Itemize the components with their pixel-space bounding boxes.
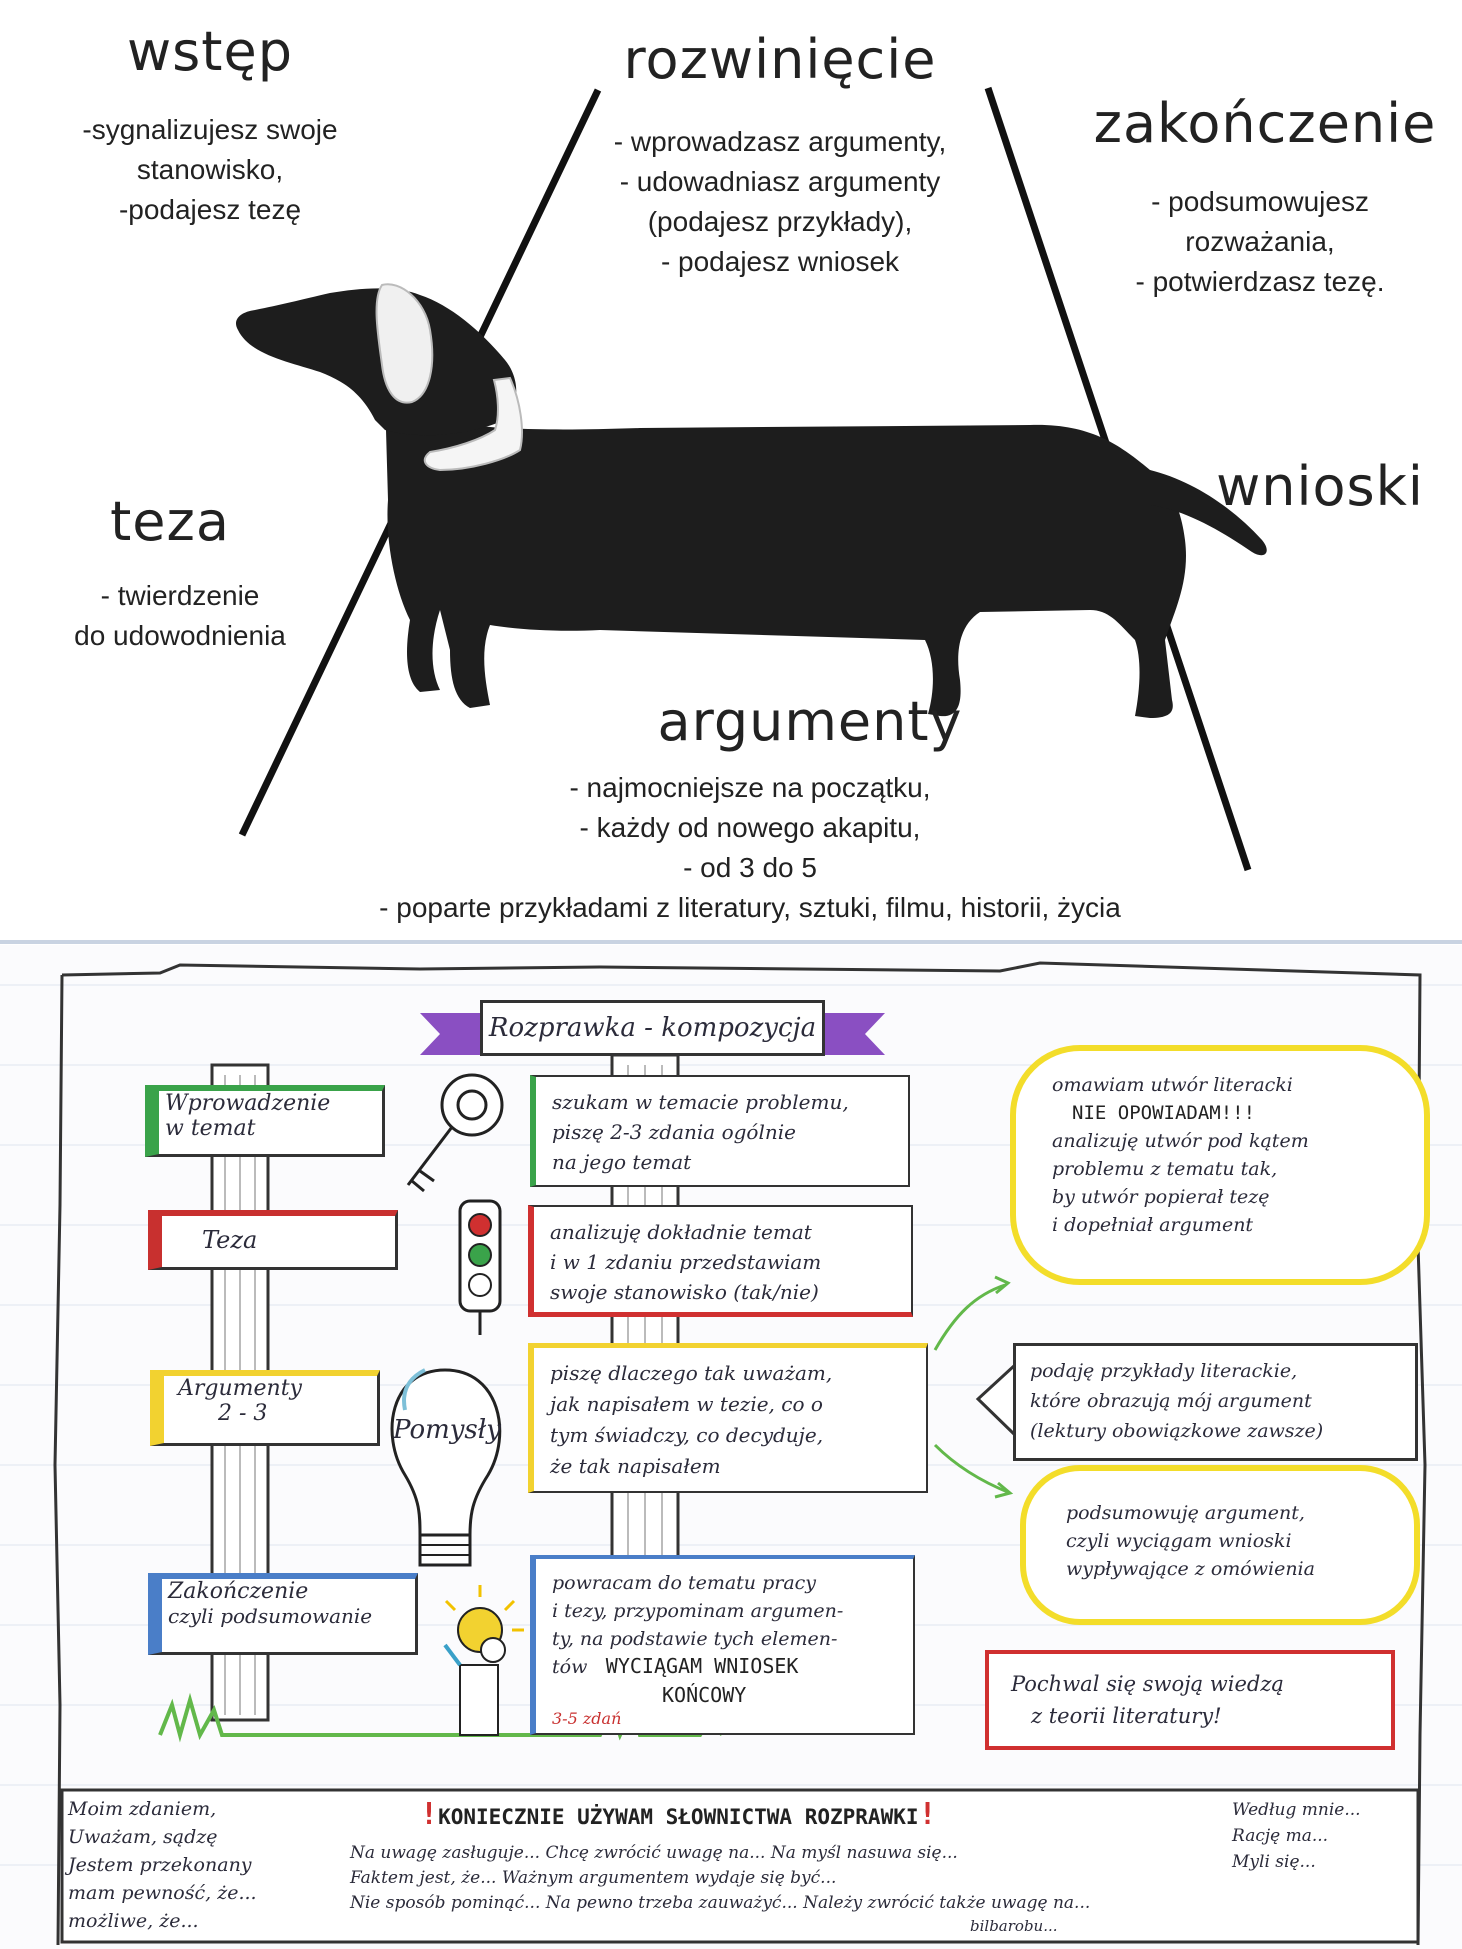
rozwiniecie-description: - wprowadzasz argumenty, - udowadniasz argumenty (podajesz przykłady), - podajesz wniosek [613, 126, 947, 277]
argumenty-title: argumenty [657, 690, 963, 753]
traffic-light-icon [460, 1201, 500, 1335]
dachshund-diagram [0, 0, 1462, 945]
composition-poster [0, 945, 1462, 1949]
wstep-description: -sygnalizujesz swoje stanowisko, -podajesz tezę [82, 114, 338, 225]
box-argument-steps: piszę dlaczego tak uważam, jak napisałem w tezie, co o tym świadczy, co decyduje, że tak napisałem [528, 1343, 928, 1493]
teza-description: - twierdzenie do udowodnienia [74, 580, 286, 651]
poster-banner [480, 1000, 825, 1056]
examples-box: podaję przykłady literackie, które obrazują mój argument (lektury obowiązkowe zawsze) [1013, 1343, 1418, 1461]
sunrise-person-icon [445, 1585, 524, 1735]
zakonczenie-title: zakończenie [1093, 92, 1437, 155]
box-thesis-steps: analizuję dokładnie temat i w 1 zdaniu przedstawiam swoje stanowisko (tak/nie) [528, 1205, 913, 1317]
analysis-cloud: omawiam utwór literacki NIE OPOWIADAM!!! analizuję utwór pod kątem problemu z tematu tak, by utwór popierał tezę i dopełniał argument [1010, 1045, 1430, 1285]
teza-title: teza [110, 490, 230, 553]
bulb-label: Pomysły [393, 1415, 501, 1445]
summary-cloud: podsumowuję argument, czyli wyciągam wnioski wypływające z omówienia [1020, 1465, 1420, 1625]
banner-ribbon-left [420, 1013, 485, 1055]
exclamation-icon: ! [420, 1797, 439, 1832]
praise-box: Pochwal się swoją wiedzą z teorii literatury! [985, 1650, 1395, 1750]
vocab-title: !KONIECZNIE UŻYWAM SŁOWNICTWA ROZPRAWKI! [420, 1797, 937, 1832]
examples-pointer [978, 1365, 1015, 1435]
lightbulb-icon [392, 1370, 500, 1565]
wstep-title: wstęp [127, 20, 293, 83]
vocab-left-list: Moim zdaniem, Uważam, sądzę Jestem przekonany mam pewność, że... możliwe, że... [68, 1798, 257, 1932]
zakonczenie-description: - podsumowujesz rozważania, - potwierdzasz tezę. [1135, 186, 1385, 297]
key-icon [408, 1075, 502, 1191]
box-intro-steps: szukam w temacie problemu, piszę 2-3 zdania ogólnie na jego temat [530, 1075, 910, 1187]
argumenty-description: - najmocniejsze na początku, - każdy od nowego akapitu, - od 3 do 5 - poparte przykładami z literatury, sztuki, filmu, historii, życia [379, 772, 1121, 923]
sign-zakonczenie: Zakończenie czyli podsumowanie [148, 1573, 418, 1655]
banner-ribbon-right [820, 1013, 885, 1055]
wnioski-title: wnioski [1216, 455, 1424, 518]
vocab-phrases: Na uwagę zasługuje... Chcę zwrócić uwagę na... Na myśl nasuwa się... Faktem jest, że... Ważnym argumentem wydaje się być... Nie sposób pominąć... Na pewno trzeba zauważyć... Należy zwrócić także uwagę na... bilbarobu... [350, 1843, 1091, 1935]
page-separator [0, 940, 1462, 944]
rozwiniecie-title: rozwinięcie [623, 28, 937, 91]
vocab-right-list: Według mnie... Rację ma... Myli się... [1232, 1800, 1361, 1872]
box-conclusion-steps: powracam do tematu pracy i tezy, przypominam argumen- ty, na podstawie tych elemen- tów WYCIĄGAM WNIOSEK KOŃCOWY 3-5 zdań [530, 1555, 915, 1735]
exclamation-icon: ! [918, 1797, 937, 1832]
sentence-count-note: 3-5 zdań [552, 1709, 622, 1728]
sign-wprowadzenie: Wprowadzenie w temat [145, 1085, 385, 1157]
banner-title: Rozprawka - kompozycja [488, 1013, 817, 1043]
sign-teza: Teza [148, 1210, 398, 1270]
sign-argumenty: Argumenty 2 - 3 [150, 1370, 380, 1446]
